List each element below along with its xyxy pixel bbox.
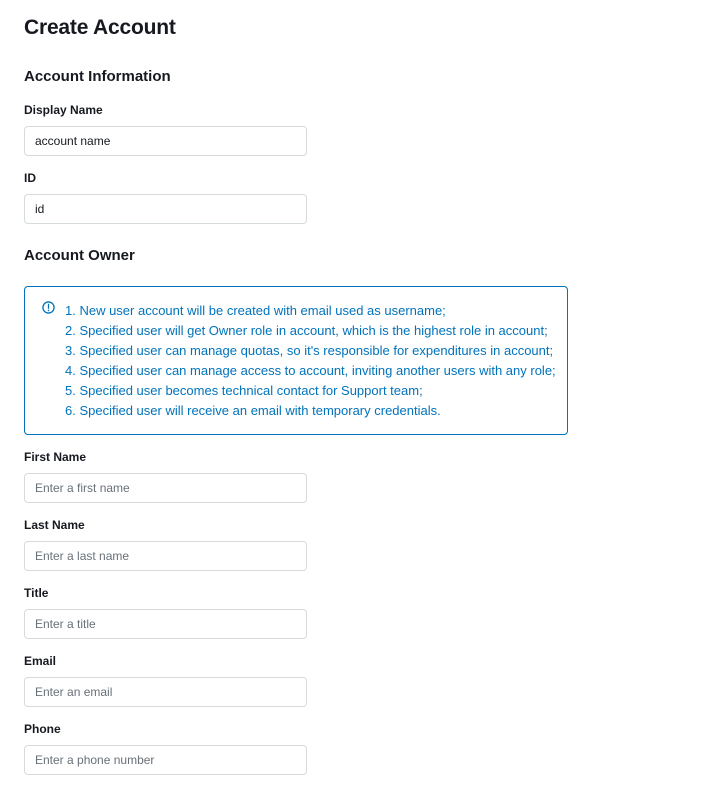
info-circle-icon [42,301,55,314]
page-title: Create Account [24,16,176,39]
title-label: Title [24,586,49,600]
info-item: 4. Specified user can manage access to account, inviting another users with any role; [65,363,556,378]
owner-info-alert [24,286,568,435]
info-item: 1. New user account will be created with email used as username; [65,303,446,318]
id-input[interactable] [24,194,307,224]
phone-input[interactable] [24,745,307,775]
title-input[interactable] [24,609,307,639]
info-item: 3. Specified user can manage quotas, so it's responsible for expenditures in account; [65,343,554,358]
email-input[interactable] [24,677,307,707]
last-name-label: Last Name [24,518,85,532]
info-item: 6. Specified user will receive an email with temporary credentials. [65,403,441,418]
first-name-input[interactable] [24,473,307,503]
last-name-input[interactable] [24,541,307,571]
phone-label: Phone [24,722,61,736]
account-information-heading: Account Information [24,68,171,85]
info-item: 2. Specified user will get Owner role in account, which is the highest role in account; [65,323,548,338]
account-owner-heading: Account Owner [24,247,135,264]
info-item: 5. Specified user becomes technical contact for Support team; [65,383,423,398]
id-label: ID [24,171,36,185]
first-name-label: First Name [24,450,87,464]
display-name-input[interactable] [24,126,307,156]
owner-info-list [65,301,556,421]
email-label: Email [24,654,57,668]
display-name-label: Display Name [24,103,103,117]
